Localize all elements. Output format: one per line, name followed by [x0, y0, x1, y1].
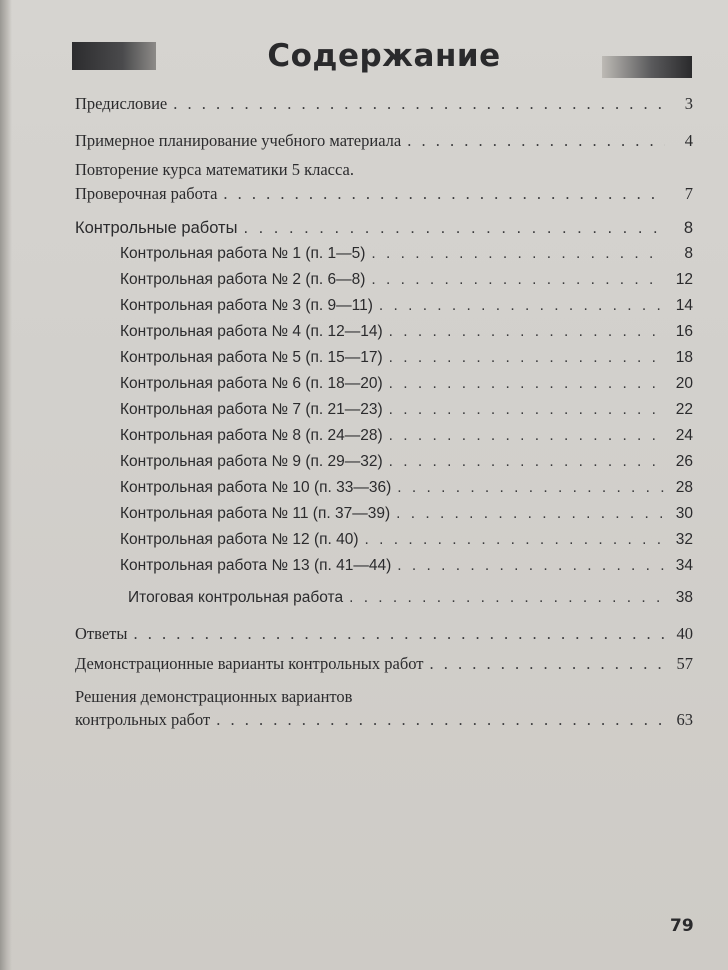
dot-leader — [173, 94, 665, 114]
dot-leader — [389, 452, 665, 472]
toc-sub-entry — [128, 588, 693, 608]
toc-entry-page: 38 — [675, 589, 693, 606]
toc-sub-entry — [120, 426, 693, 446]
toc-entry — [75, 624, 693, 644]
toc-entry-page: 8 — [683, 219, 693, 237]
toc-entry-page: 57 — [676, 654, 693, 673]
toc-sub-entry — [120, 400, 693, 420]
toc-entry-label: Контрольная работа № 5 (п. 15—17) — [120, 349, 383, 366]
dot-leader — [389, 348, 665, 368]
toc-entry-label: Ответы — [75, 624, 128, 643]
dot-leader — [223, 184, 665, 204]
toc-entry-label: Контрольная работа № 8 (п. 24—28) — [120, 427, 383, 444]
toc-entry-label: Контрольная работа № 13 (п. 41—44) — [120, 557, 392, 574]
toc-entry-label: Контрольная работа № 4 (п. 12—14) — [120, 323, 383, 340]
dot-leader — [243, 218, 665, 238]
toc-entry — [75, 710, 693, 730]
toc-entry-page: 24 — [675, 427, 693, 444]
toc-entry-label: Контрольная работа № 9 (п. 29—32) — [120, 453, 383, 470]
toc-entry-label: Итоговая контрольная работа — [128, 589, 344, 606]
toc-entry — [75, 131, 693, 151]
dot-leader — [389, 374, 665, 394]
toc-entry-label: Контрольные работы — [75, 219, 238, 237]
toc-sub-entry — [120, 296, 693, 316]
toc-entry-page: 34 — [675, 557, 693, 574]
dot-leader — [429, 654, 665, 674]
dot-leader — [133, 624, 665, 644]
toc-entry-label: Предисловие — [75, 94, 168, 113]
toc-entry-label: Проверочная работа — [75, 184, 218, 203]
dot-leader — [371, 270, 665, 290]
toc-sub-entry — [120, 270, 693, 290]
toc-sub-entry — [120, 556, 693, 576]
dot-leader — [397, 478, 665, 498]
dot-leader — [397, 556, 665, 576]
dot-leader — [407, 131, 665, 151]
dot-leader — [389, 322, 665, 342]
toc-entry — [75, 654, 693, 674]
toc-entry-label: Контрольная работа № 1 (п. 1—5) — [120, 245, 366, 262]
toc-entry-page: 12 — [675, 271, 693, 288]
dot-leader — [349, 588, 665, 608]
toc-sub-entry — [120, 504, 693, 524]
toc-sub-entry — [120, 244, 693, 264]
toc-entry-label: Контрольная работа № 2 (п. 6—8) — [120, 271, 366, 288]
toc-entry-label: Контрольная работа № 10 (п. 33—36) — [120, 479, 392, 496]
toc-entry-page: 32 — [675, 531, 693, 548]
toc-entry-page: 8 — [684, 245, 693, 262]
toc-entry-label: Контрольная работа № 3 (п. 9—11) — [120, 297, 373, 314]
toc-entry-page: 63 — [676, 710, 693, 729]
toc-entry-page: 30 — [675, 505, 693, 522]
toc-entry-page: 7 — [684, 184, 693, 203]
toc-entry-page: 16 — [675, 323, 693, 340]
toc-entry-page: 4 — [684, 131, 693, 150]
toc-entry-page: 28 — [675, 479, 693, 496]
toc-entry-label: Контрольная работа № 7 (п. 21—23) — [120, 401, 383, 418]
dot-leader — [379, 296, 665, 316]
toc-sub-entry — [120, 478, 693, 498]
toc-entry-label-line1: Повторение курса математики 5 класса. — [75, 160, 354, 179]
toc-entry-page: 3 — [684, 94, 693, 113]
toc-entry — [75, 94, 693, 114]
toc-sub-entry — [120, 348, 693, 368]
toc-entry-label: Контрольная работа № 11 (п. 37—39) — [120, 505, 391, 522]
toc-entry-page: 18 — [675, 349, 693, 366]
page-title: Содержание — [267, 38, 501, 74]
toc-entry-page: 14 — [675, 297, 693, 314]
toc-sub-entry — [120, 322, 693, 342]
dot-leader — [216, 710, 665, 730]
toc-sub-entry — [120, 530, 693, 550]
toc-entry — [75, 218, 693, 238]
toc-sub-entry — [120, 374, 693, 394]
toc-entry-label: Демонстрационные варианты контрольных работ — [75, 654, 424, 673]
dot-leader — [389, 426, 665, 446]
toc-entry-label: Контрольная работа № 12 (п. 40) — [120, 531, 359, 548]
toc-entry-label: Контрольная работа № 6 (п. 18—20) — [120, 375, 383, 392]
toc-entry — [75, 184, 693, 204]
dot-leader — [396, 504, 665, 524]
dot-leader — [371, 244, 665, 264]
dot-leader — [365, 530, 665, 550]
toc-sub-entry — [120, 452, 693, 472]
toc-entry-page: 20 — [675, 375, 693, 392]
toc-entry-page: 26 — [675, 453, 693, 470]
toc-entry-page: 40 — [676, 624, 693, 643]
page-number: 79 — [670, 916, 694, 936]
toc-entry-page: 22 — [675, 401, 693, 418]
toc-entry-label: Примерное планирование учебного материала — [75, 131, 402, 150]
toc-entry-label-line1: Решения демонстрационных вариантов — [75, 687, 353, 706]
dot-leader — [389, 400, 665, 420]
toc-entry-label: контрольных работ — [75, 710, 211, 729]
